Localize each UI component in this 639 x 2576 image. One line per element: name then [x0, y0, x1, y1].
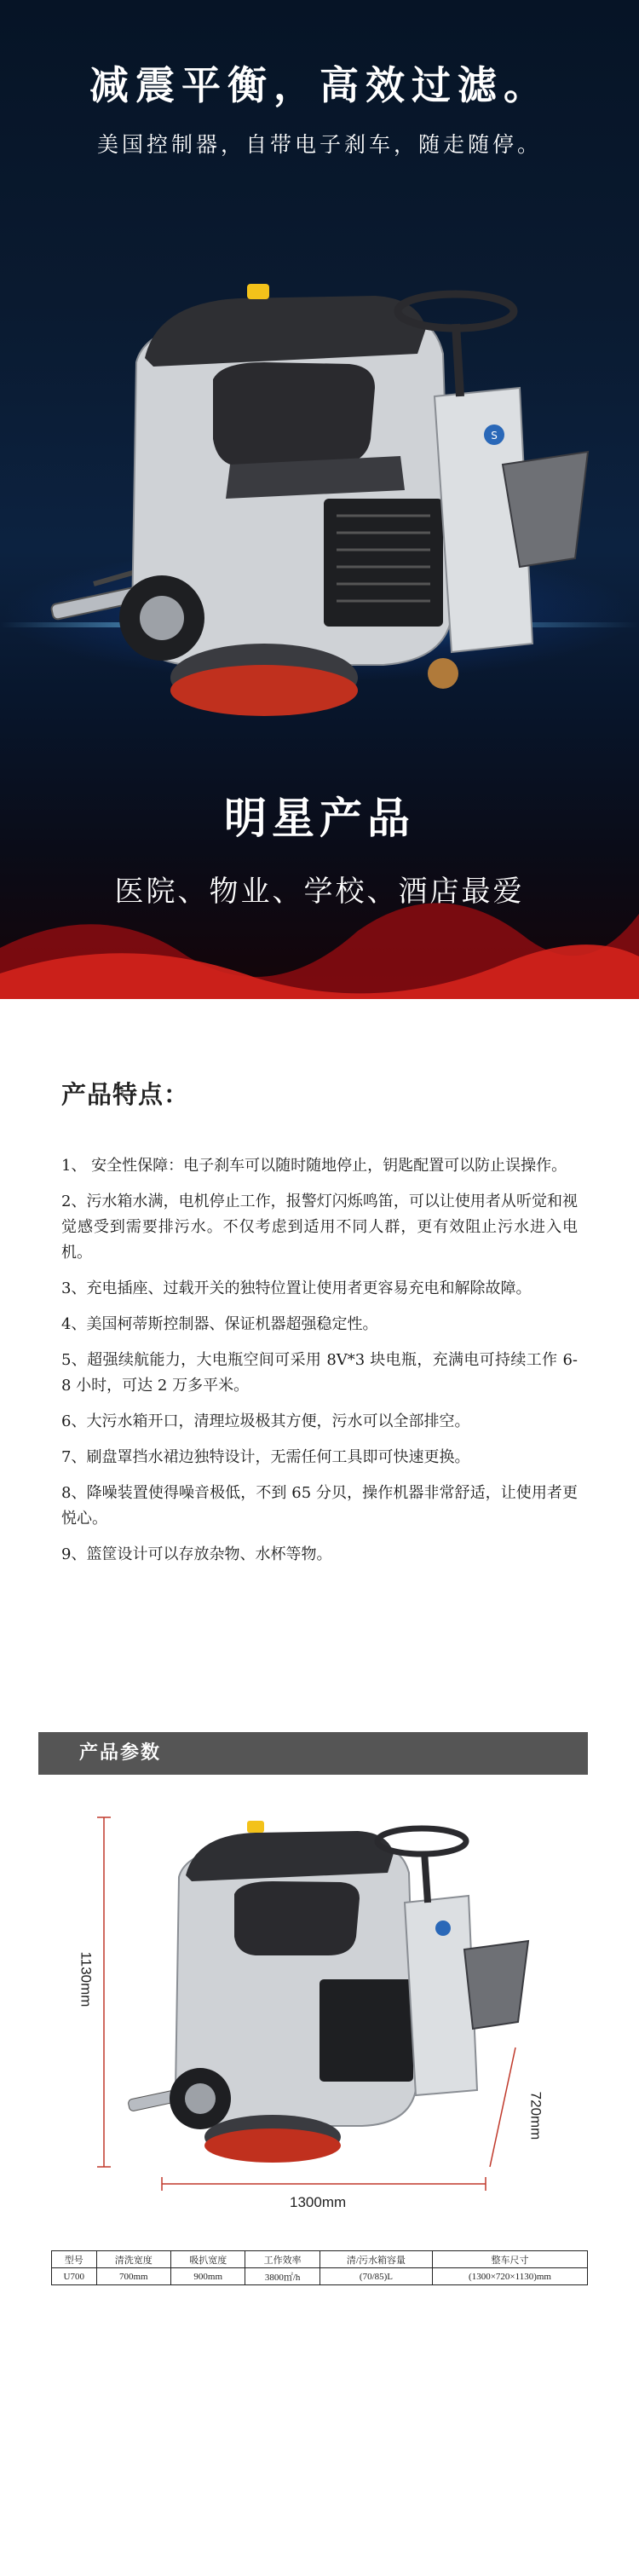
spec-cell-tank-capacity: (70/85)L [320, 2268, 432, 2285]
feature-item-1: 1、 安全性保障：电子刹车可以随时随地停止，钥匙配置可以防止误操作。 [61, 1157, 567, 1175]
params-heading-bar: 产品参数 [38, 1732, 588, 1775]
spec-cell-model: U700 [52, 2268, 97, 2285]
diagram-machine-image [85, 1809, 562, 2209]
red-ribbon-decoration [0, 880, 639, 999]
spec-header-tank-capacity: 清/污水箱容量 [320, 2251, 432, 2268]
spec-cell-clean-width: 700mm [96, 2268, 170, 2285]
spec-header-efficiency: 工作效率 [245, 2251, 320, 2268]
spec-cell-efficiency: 3800㎡/h [245, 2268, 320, 2285]
feature-item-4: 4、美国柯蒂斯控制器、保证机器超强稳定性。 [61, 1315, 378, 1333]
dimension-height-label: 1130mm [78, 1951, 95, 2007]
feature-item-8: 8、降噪装置使得噪音极低，不到 65 分贝，操作机器非常舒适，让使用者更悦心。 [61, 1484, 578, 1528]
machine-badge-text: S [491, 430, 498, 442]
spec-header-size: 整车尺寸 [433, 2251, 588, 2268]
features-section [0, 999, 639, 2576]
feature-item-6: 6、大污水箱开口，清理垃圾极其方便，污水可以全部排空。 [61, 1412, 470, 1430]
scrubber-machine-image [43, 217, 596, 729]
dimension-width-label: 720mm [527, 2091, 544, 2140]
spec-cell-size: (1300×720×1130)mm [433, 2268, 588, 2285]
spec-table-header-row [52, 2251, 588, 2268]
feature-item-3: 3、充电插座、过载开关的独特位置让使用者更容易充电和解除故障。 [61, 1279, 532, 1297]
spec-table [51, 2250, 588, 2285]
hero-banner [0, 0, 639, 999]
feature-item-5: 5、超强续航能力，大电瓶空间可采用 8V*3 块电瓶，充满电可持续工作 6-8 小时，可达 2 万多平米。 [61, 1351, 578, 1395]
dimension-length-label: 1300mm [290, 2194, 347, 2210]
hero-title: 减震平衡，高效过滤。 [89, 62, 550, 108]
features-list [61, 1153, 578, 1568]
feature-item-9: 9、篮筐设计可以存放杂物、水杯等物。 [61, 1545, 332, 1563]
hero-subtitle: 美国控制器，自带电子刹车，随走随停。 [96, 132, 542, 157]
spec-cell-squeegee-width: 900mm [171, 2268, 245, 2285]
spec-header-clean-width: 清洗宽度 [96, 2251, 170, 2268]
dimension-diagram [78, 1809, 562, 2210]
spec-header-model: 型号 [52, 2251, 97, 2268]
spec-table-row [52, 2268, 588, 2285]
features-heading: 产品特点： [61, 1080, 190, 1109]
feature-item-2: 2、污水箱水满，电机停止工作，报警灯闪烁鸣笛，可以让使用者从听觉和视觉感受到需要排污水。不仅考虑到适用不同人群，更有效阻止污水进入电机。 [61, 1193, 578, 1262]
hero-tagline: 医院、物业、学校、酒店最爱 [114, 875, 525, 909]
feature-item-7: 7、刷盘罩挡水裙边独特设计，无需任何工具即可快速更换。 [61, 1448, 470, 1466]
spec-header-squeegee-width: 吸扒宽度 [171, 2251, 245, 2268]
star-product-heading: 明星产品 [224, 793, 415, 843]
